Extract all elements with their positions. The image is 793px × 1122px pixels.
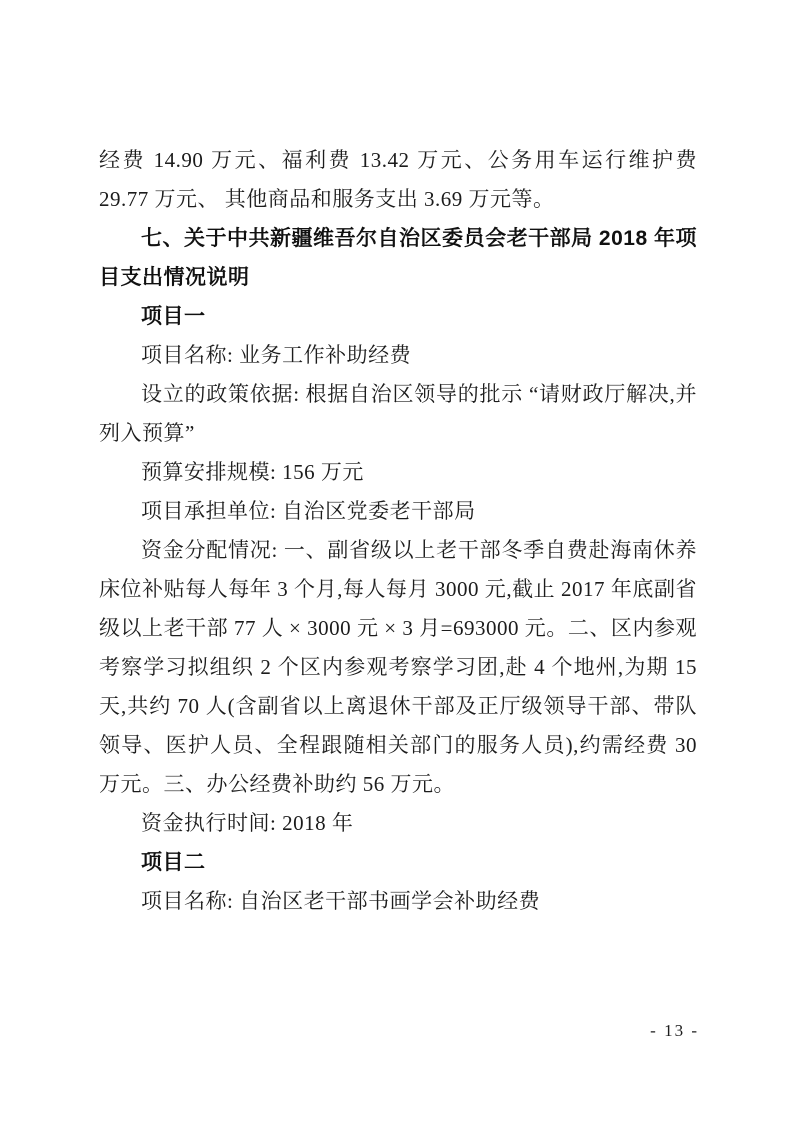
project-heading: 项目二 (141, 851, 206, 874)
paragraph: 设立的政策依据: 根据自治区领导的批示 “请财政厅解决,并列入预算” (99, 382, 697, 445)
paragraph: 项目名称: 自治区老干部书画学会补助经费 (141, 889, 541, 913)
paragraph: 资金执行时间: 2018 年 (141, 811, 354, 835)
document-body (99, 141, 697, 921)
section-heading: 七、关于中共新疆维吾尔自治区委员会老干部局 2018 年项目支出情况说明 (99, 227, 697, 289)
project-heading: 项目一 (141, 305, 206, 328)
paragraph: 经费 14.90 万元、福利费 13.42 万元、公务用车运行维护费 29.77 万元、 其他商品和服务支出 3.69 万元等。 (99, 148, 697, 211)
paragraph: 预算安排规模: 156 万元 (141, 460, 364, 484)
page-number: - 13 - (650, 1021, 699, 1040)
paragraph: 资金分配情况: 一、副省级以上老干部冬季自费赴海南休养床位补贴每人每年 3 个月,每人每月 3000 元,截止 2017 年底副省级以上老干部 77 人 × 3000 元 × 3 月=693000 元。二、区内参观考察学习拟组织 2 个区内参观考察学习团,赴 4 个地州,为期 15 天,共约 70 人(含副省以上离退休干部及正厅级领导干部、带队领导、医护人员、全程跟随相关部门的服务人员),约需经费 30 万元。三、办公经费补助约 56 万元。 (99, 538, 697, 796)
paragraph: 项目名称: 业务工作补助经费 (141, 343, 412, 367)
paragraph: 项目承担单位: 自治区党委老干部局 (141, 499, 476, 523)
